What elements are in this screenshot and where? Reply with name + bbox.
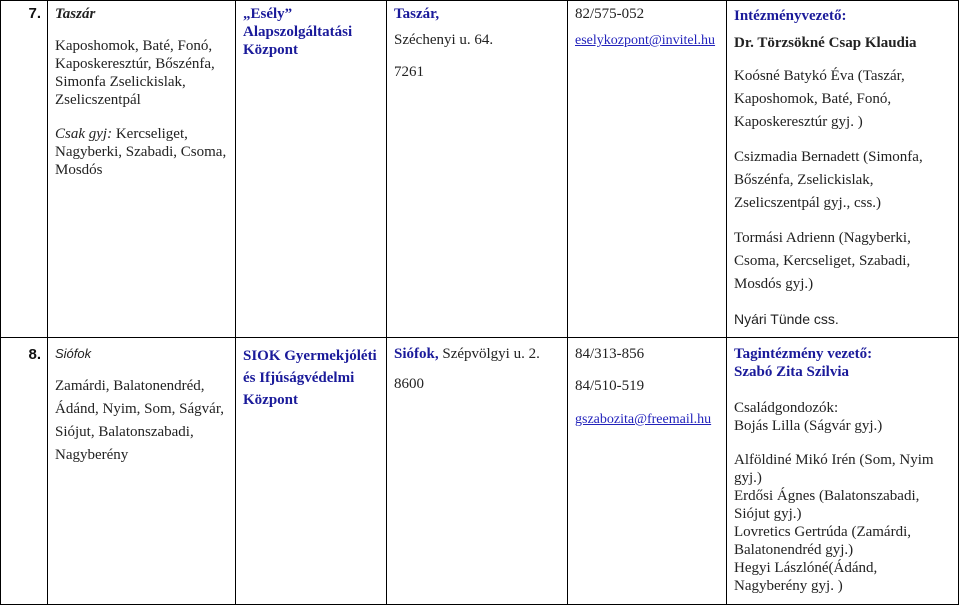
settlement-cell xyxy=(48,1,236,338)
staff-leader: Dr. Törzsökné Csap Klaudia xyxy=(734,35,917,51)
staff-member: Koósné Batykó Éva (Taszár, Kaposhomok, Baté, Fonó, Kaposkeresztúr gyj. ) xyxy=(734,68,905,130)
staff-member: Hegyi Lászlóné(Ádánd, Nagyberény gyj. ) xyxy=(734,560,878,594)
contact-cell xyxy=(568,338,727,605)
settlement-name: Siófok xyxy=(55,346,92,361)
staff-cell xyxy=(727,338,959,605)
institution-cell xyxy=(236,338,387,605)
email-link[interactable]: gszabozita@freemail.hu xyxy=(575,412,712,427)
contact-cell xyxy=(568,1,727,338)
row-number: 8. xyxy=(28,346,41,363)
served-settlements: Kaposhomok, Baté, Fonó, Kaposkeresztúr, Bőszénfa, Simonfa Zselickislak, Zselicszentpál xyxy=(55,38,215,108)
staff-leader: Szabó Zita Szilvia xyxy=(734,364,850,380)
staff-cell xyxy=(727,1,959,338)
phone-number: 84/510-519 xyxy=(575,378,645,394)
staff-member: Lovretics Gertrúda (Zamárdi, Balatonendréd gyj.) xyxy=(734,524,912,558)
address-cell xyxy=(387,338,568,605)
family-only-settlements xyxy=(55,125,231,179)
institution-name: SIOK Gyermekjóléti és Ifjúságvédelmi Központ xyxy=(243,348,377,408)
row-number-cell xyxy=(1,338,48,605)
family-only-prefix: Csak gyj: xyxy=(55,126,113,142)
institution-name: „Esély” Alapszolgáltatási Központ xyxy=(243,6,353,58)
address-street: Széchenyi u. 64. xyxy=(394,32,494,48)
institution-cell xyxy=(236,1,387,338)
address-city: Taszár, xyxy=(394,6,440,22)
phone-number: 82/575-052 xyxy=(575,6,645,22)
address-zip: 7261 xyxy=(394,64,424,80)
address-street: Szépvölgyi u. 2. xyxy=(442,346,540,362)
settlement-name: Taszár xyxy=(55,6,96,22)
staff-member: Erdősi Ágnes (Balatonszabadi, Siójut gyj.) xyxy=(734,488,920,522)
settlement-cell xyxy=(48,338,236,605)
coordinators-heading: Családgondozók: xyxy=(734,400,839,416)
address-city: Siófok, xyxy=(394,346,439,362)
table-row xyxy=(1,338,959,605)
phone-number: 84/313-856 xyxy=(575,346,645,362)
family-only-list: Kercseliget, Nagyberki, Szabadi, Csoma, Mosdós xyxy=(55,126,227,178)
staff-member: Csizmadia Bernadett (Simonfa, Bőszénfa, Zselickislak, Zselicszentpál gyj., css.) xyxy=(734,149,923,211)
staff-heading: Tagintézmény vezető: xyxy=(734,346,873,362)
staff-member: Alföldiné Mikó Irén (Som, Nyim gyj.) xyxy=(734,452,934,486)
table-row xyxy=(1,1,959,338)
staff-member: Tormási Adrienn (Nagyberki, Csoma, Kercseliget, Szabadi, Mosdós gyj.) xyxy=(734,230,911,292)
address-zip: 8600 xyxy=(394,376,424,392)
staff-member: Bojás Lilla (Ságvár gyj.) xyxy=(734,418,883,434)
row-number: 7. xyxy=(28,5,41,22)
email-link[interactable]: eselykozpont@invitel.hu xyxy=(575,33,716,48)
served-settlements: Zamárdi, Balatonendréd, Ádánd, Nyim, Som, Ságvár, Siójut, Balatonszabadi, Nagyberény xyxy=(55,378,224,463)
staff-heading: Intézményvezető: xyxy=(734,8,847,24)
row-number-cell xyxy=(1,1,48,338)
address-cell xyxy=(387,1,568,338)
staff-member: Nyári Tünde css. xyxy=(734,311,839,327)
address-line xyxy=(394,345,563,363)
